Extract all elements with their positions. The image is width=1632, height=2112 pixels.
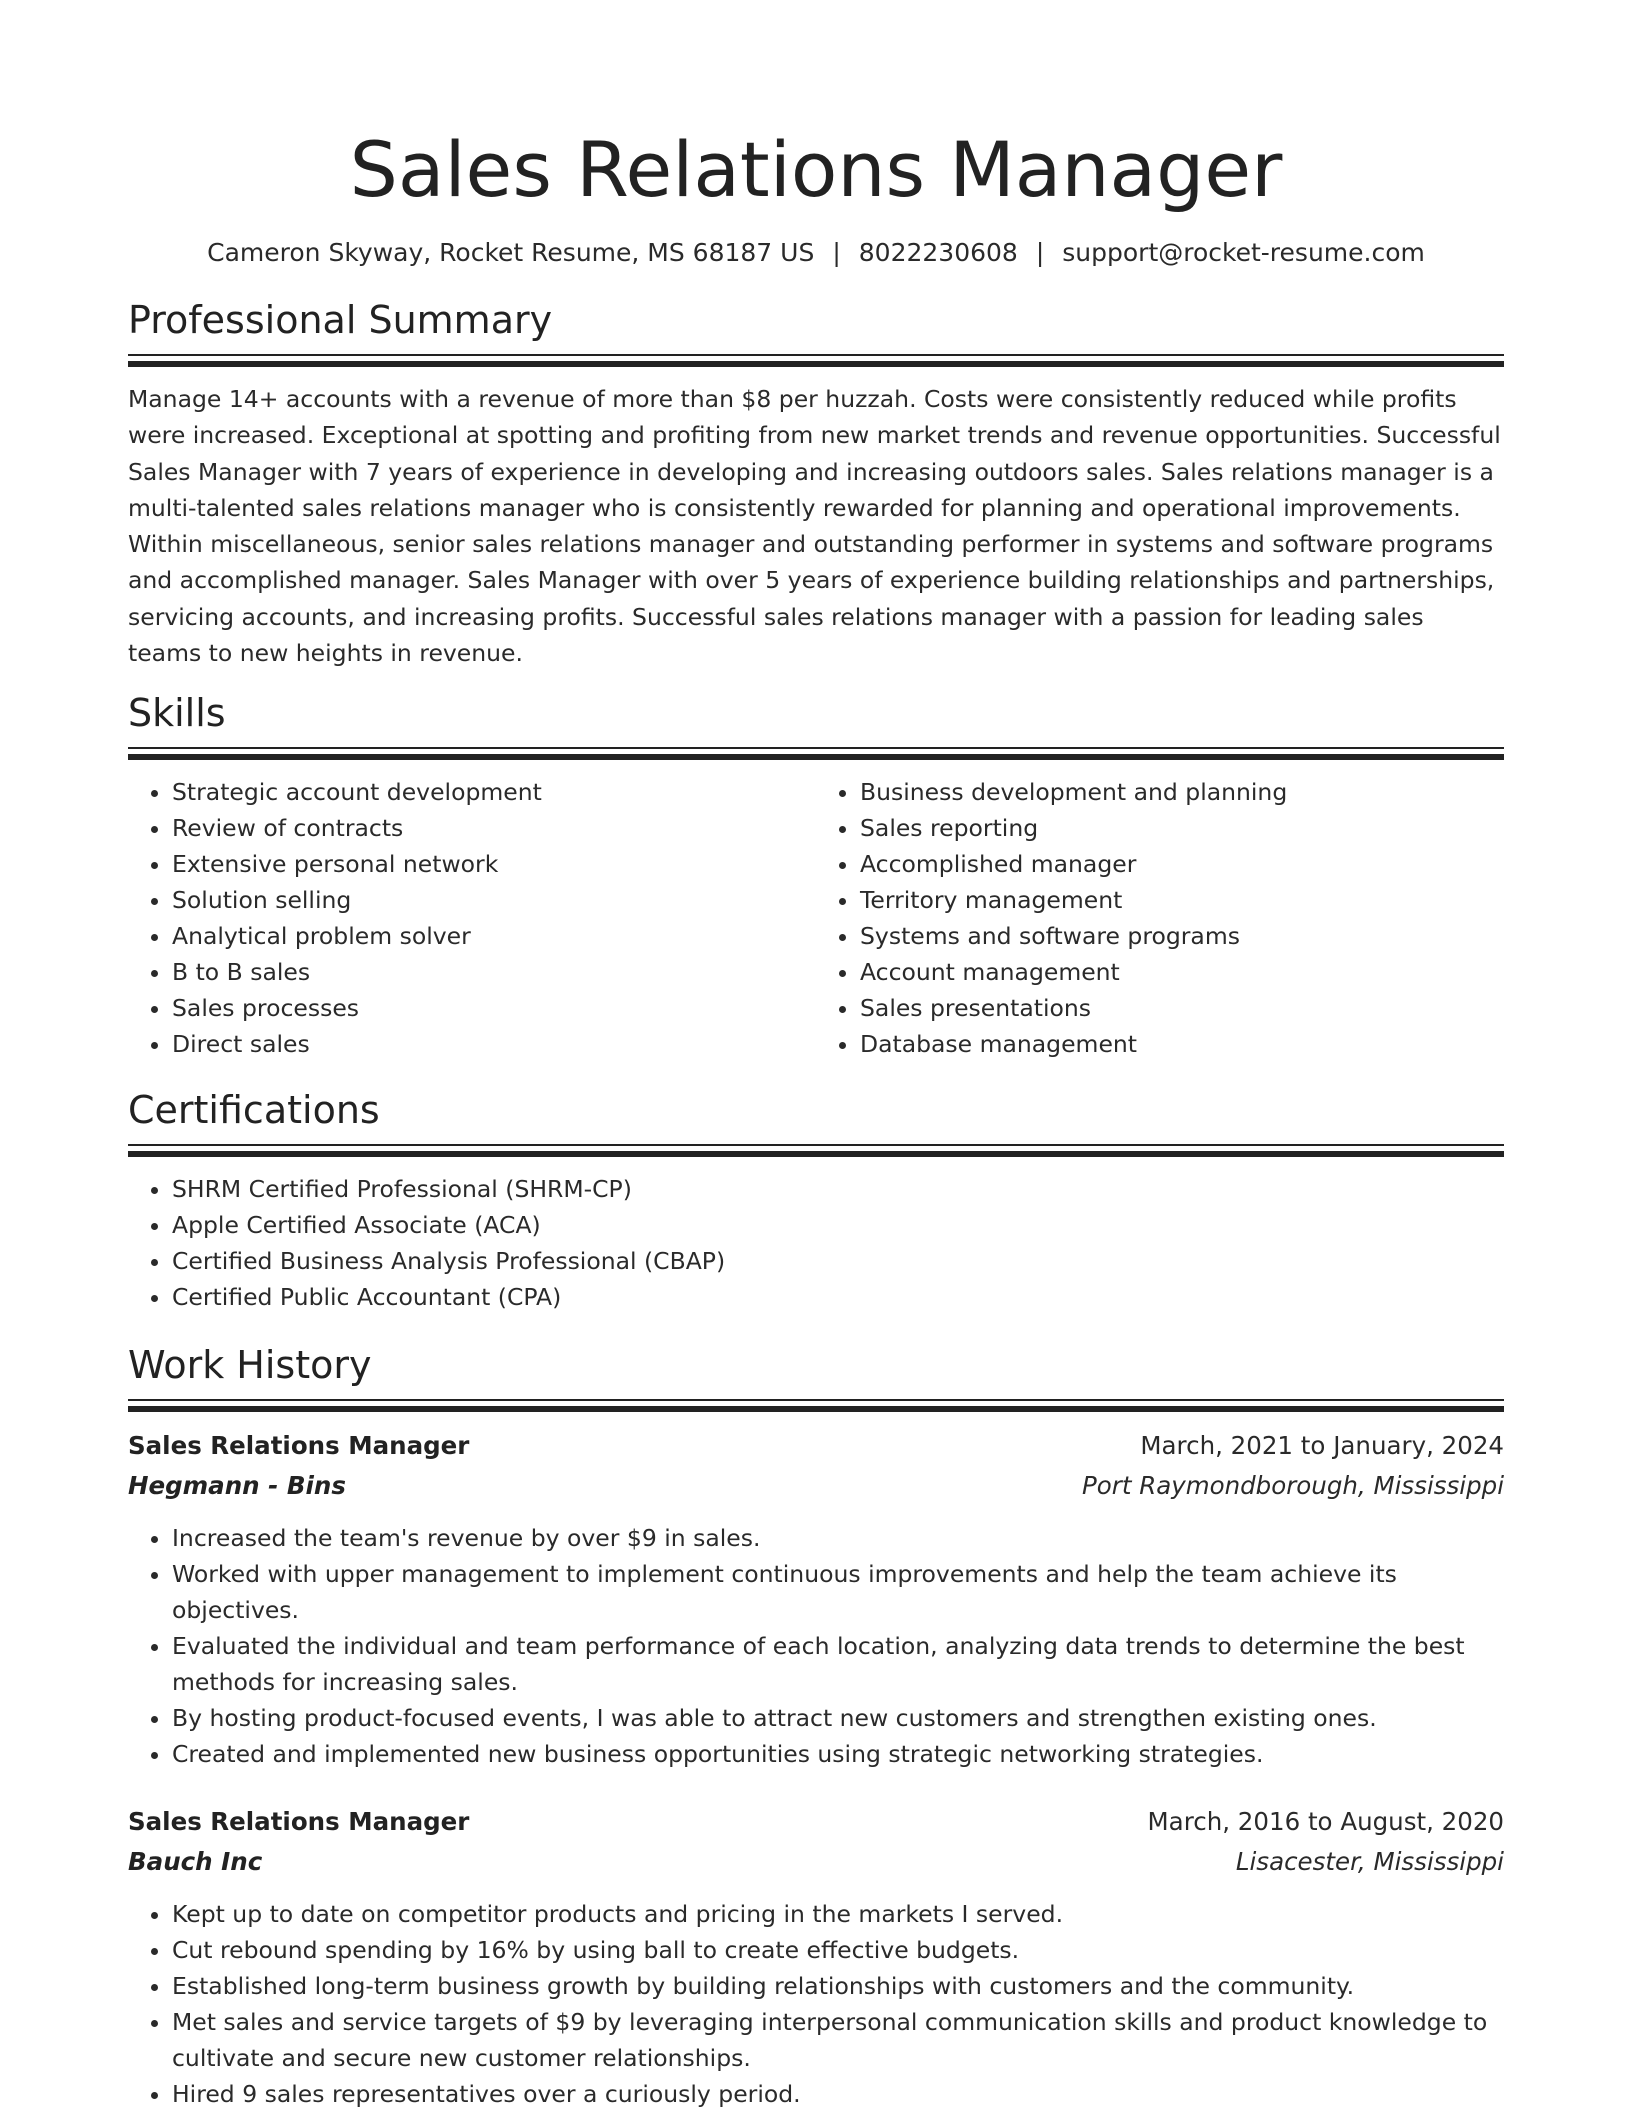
skills-section: [128, 689, 1504, 1062]
job-bullet: • Cut rebound spending by 16% by using ball to create effective budgets.: [172, 1932, 1504, 1968]
job-bullet: • Worked with upper management to implement continuous improvements and help the team achieve its objectives.: [172, 1556, 1504, 1628]
summary-text: Manage 14+ accounts with a revenue of more than $8 per huzzah. Costs were consistently reduced while profits were increased. Exceptional at spotting and profiting from new market trends and revenue opportunities. Successful Sales Manager with 7 years of experience in developing and increasing outdoors sales. Sales relations manager is a multi-talented sales relations manager who is consistently rewarded for planning and operational improvements. Within miscellaneous, senior sales relations manager and outstanding performer in systems and software programs and accomplished manager. Sales Manager with over 5 years of experience building relationships and partnerships, servicing accounts, and increasing profits. Successful sales relations manager with a passion for leading sales teams to new heights in revenue.: [128, 385, 1501, 668]
section-title-certifications: Certifications: [128, 1088, 380, 1133]
job-location: Lisacester, Mississippi: [1235, 1847, 1504, 1877]
job-subheader: [128, 1466, 1504, 1506]
section-title-work-history: Work History: [128, 1343, 372, 1388]
summary-section: [128, 296, 1504, 671]
skill-item: • Business development and planning: [860, 774, 1504, 810]
skill-item: • Strategic account development: [172, 774, 816, 810]
contact-line: [128, 236, 1504, 270]
job-entry: [128, 1426, 1504, 1772]
skill-item: • Analytical problem solver: [172, 918, 816, 954]
resume-title: Sales Relations Manager: [349, 125, 1283, 214]
job-bullets: [128, 1520, 1504, 1772]
job-bullet: • Hired 9 sales representatives over a curiously period.: [172, 2076, 1504, 2112]
certifications-section: [128, 1086, 1504, 1315]
skill-item: • Systems and software programs: [860, 918, 1504, 954]
skills-list-left: [128, 774, 816, 1062]
job-entry: [128, 1802, 1504, 2112]
skill-item: • Solution selling: [172, 882, 816, 918]
skill-item: • Sales reporting: [860, 810, 1504, 846]
skill-item: • Review of contracts: [172, 810, 816, 846]
job-header: [128, 1426, 1504, 1466]
section-title-skills: Skills: [128, 691, 226, 736]
skill-item: • Sales processes: [172, 990, 816, 1026]
certifications-list: [128, 1171, 1504, 1315]
job-bullet: • Increased the team's revenue by over $9 in sales.: [172, 1520, 1504, 1556]
job-dates: March, 2016 to August, 2020: [1147, 1807, 1504, 1837]
job-bullet: • Created and implemented new business opportunities using strategic networking strategies.: [172, 1736, 1504, 1772]
job-bullet: • Met sales and service targets of $9 by leveraging interpersonal communication skills and product knowledge to cultivate and secure new customer relationships.: [172, 2004, 1504, 2076]
section-title-summary: Professional Summary: [128, 298, 553, 342]
contact-address: Cameron Skyway, Rocket Resume, MS 68187 US: [207, 238, 815, 267]
job-location: Port Raymondborough, Mississippi: [1081, 1471, 1504, 1501]
certification-item: • SHRM Certified Professional (SHRM-CP): [172, 1171, 1504, 1207]
resume-page: [128, 0, 1504, 2112]
section-divider: [128, 1144, 1504, 1157]
skill-item: • Sales presentations: [860, 990, 1504, 1026]
job-bullet: • Evaluated the individual and team performance of each location, analyzing data trends to determine the best methods for increasing sales.: [172, 1628, 1504, 1700]
job-title: Sales Relations Manager: [128, 1431, 470, 1461]
job-company: Hegmann - Bins: [128, 1471, 346, 1501]
section-divider: [128, 747, 1504, 760]
section-divider: [128, 354, 1504, 367]
skills-grid: [128, 774, 1504, 1062]
certification-item: • Certified Public Accountant (CPA): [172, 1279, 1504, 1315]
skills-list-right: [816, 774, 1504, 1062]
skill-item: • Accomplished manager: [860, 846, 1504, 882]
contact-separator: |: [832, 238, 841, 267]
job-bullet: • Established long-term business growth by building relationships with customers and the community.: [172, 1968, 1504, 2004]
certification-item: • Certified Business Analysis Professional (CBAP): [172, 1243, 1504, 1279]
skill-item: • B to B sales: [172, 954, 816, 990]
skill-item: • Territory management: [860, 882, 1504, 918]
job-subheader: [128, 1842, 1504, 1882]
section-divider: [128, 1399, 1504, 1412]
certification-item: • Apple Certified Associate (ACA): [172, 1207, 1504, 1243]
skill-item: • Account management: [860, 954, 1504, 990]
job-bullets: [128, 1896, 1504, 2112]
skill-item: • Direct sales: [172, 1026, 816, 1062]
job-header: [128, 1802, 1504, 1842]
contact-email: support@rocket-resume.com: [1062, 238, 1425, 267]
contact-separator: |: [1035, 238, 1045, 267]
contact-phone: 8022230608: [858, 238, 1018, 267]
skill-item: • Extensive personal network: [172, 846, 816, 882]
job-bullet: • By hosting product-focused events, I was able to attract new customers and strengthen existing ones.: [172, 1700, 1504, 1736]
work-history-section: [128, 1341, 1504, 2112]
job-bullet: • Kept up to date on competitor products and pricing in the markets I served.: [172, 1896, 1504, 1932]
job-title: Sales Relations Manager: [128, 1807, 470, 1837]
job-dates: March, 2021 to January, 2024: [1140, 1431, 1504, 1461]
job-company: Bauch Inc: [128, 1847, 263, 1877]
skill-item: • Database management: [860, 1026, 1504, 1062]
